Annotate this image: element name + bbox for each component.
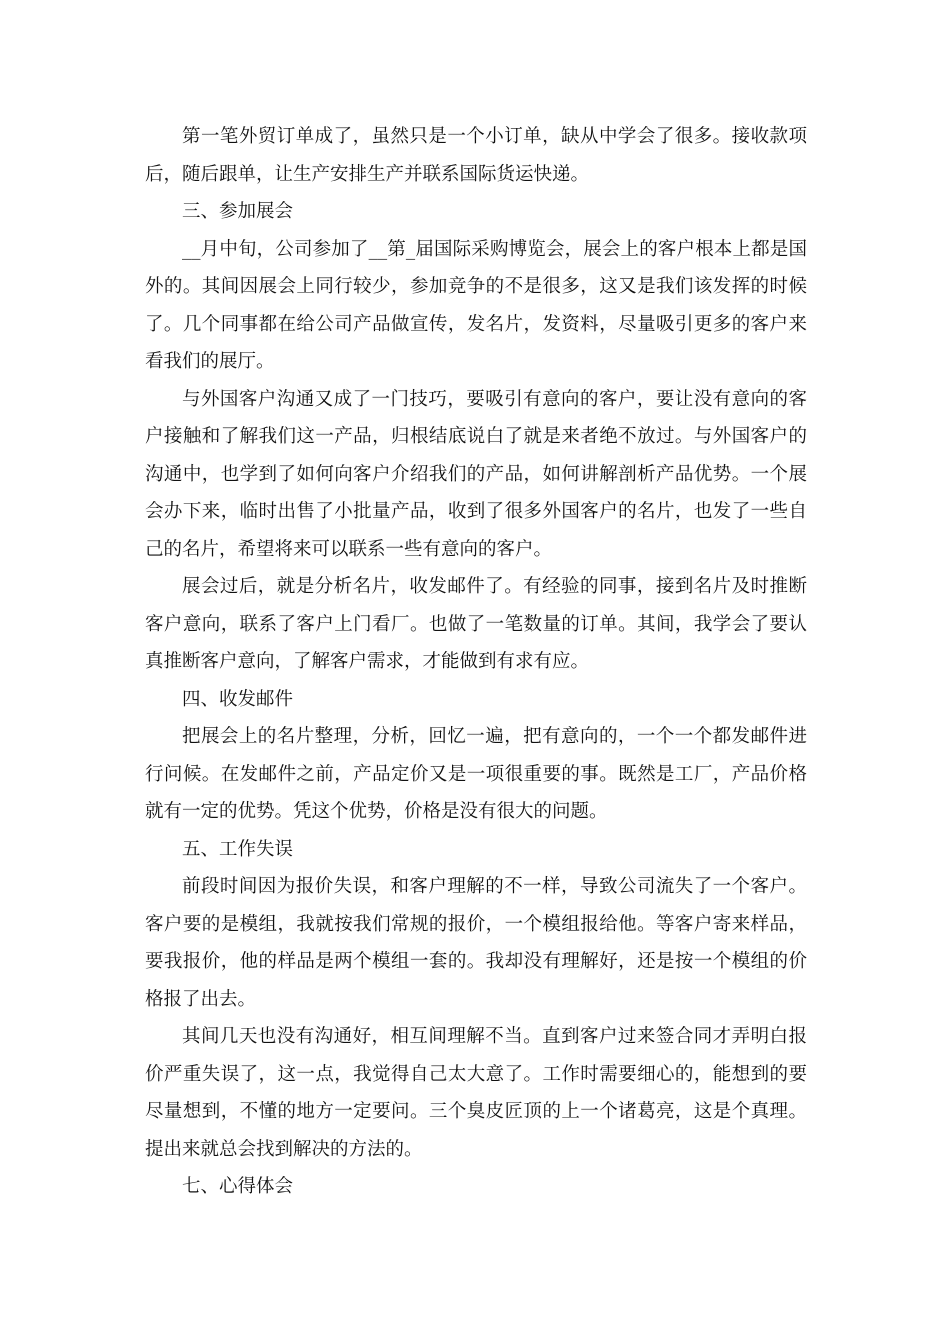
document-body [145,118,807,1206]
section-heading-reflection: 七、心得体会 [182,1176,294,1197]
paragraph-email: 把展会上的名片整理，分析，回忆一遍，把有意向的，一个一个都发邮件进行问候。在发邮件之前，产品定价又是一项很重要的事。既然是工厂，产品价格就有一定的优势。凭这个优势，价格是没有很大的问题。 [145,726,807,822]
paragraph-quote-mistake: 前段时间因为报价失误，和客户理解的不一样，导致公司流失了一个客户。客户要的是模组，我就按我们常规的报价，一个模组报给他。等客户寄来样品，要我报价，他的样品是两个模组一套的。我却没有理解好，还是按一个模组的价格报了出去。 [145,876,807,1010]
section-heading-email: 四、收发邮件 [182,688,294,710]
paragraph-lesson: 其间几天也没有沟通好，相互间理解不当。直到客户过来签合同才弄明白报价严重失误了，这一点，我觉得自己太大意了。工作时需要细心的，能想到的要尽量想到，不懂的地方一定要问。三个臭皮匠顶的上一个诸葛亮，这是个真理。提出来就总会找到解决的方法的。 [145,1026,807,1160]
paragraph-exhibition: __月中旬，公司参加了__第_届国际采购博览会，展会上的客户根本上都是国外的。其间因展会上同行较少，参加竞争的不是很多，这又是我们该发挥的时候了。几个同事都在给公司产品做宣传，发名片，发资料，尽量吸引更多的客户来看我们的展厅。 [145,238,807,372]
paragraph-first-order: 第一笔外贸订单成了，虽然只是一个小订单，缺从中学会了很多。接收款项后，随后跟单，让生产安排生产并联系国际货运快递。 [145,126,807,185]
paragraph-after-exhibition: 展会过后，就是分析名片，收发邮件了。有经验的同事，接到名片及时推断客户意向，联系了客户上门看厂。也做了一笔数量的订单。其间，我学会了要认真推断客户意向，了解客户需求，才能做到有求有应。 [145,576,807,672]
section-heading-exhibition: 三、参加展会 [182,201,294,222]
section-heading-mistakes: 五、工作失误 [182,838,294,860]
paragraph-communication: 与外国客户沟通又成了一门技巧，要吸引有意向的客户，要让没有意向的客户接触和了解我们这一产品，归根结底说白了就是来者绝不放过。与外国客户的沟通中，也学到了如何向客户介绍我们的产品，如何讲解剖析产品优势。一个展会办下来，临时出售了小批量产品，收到了很多外国客户的名片，也发了一些自己的名片，希望将来可以联系一些有意向的客户。 [145,388,807,560]
